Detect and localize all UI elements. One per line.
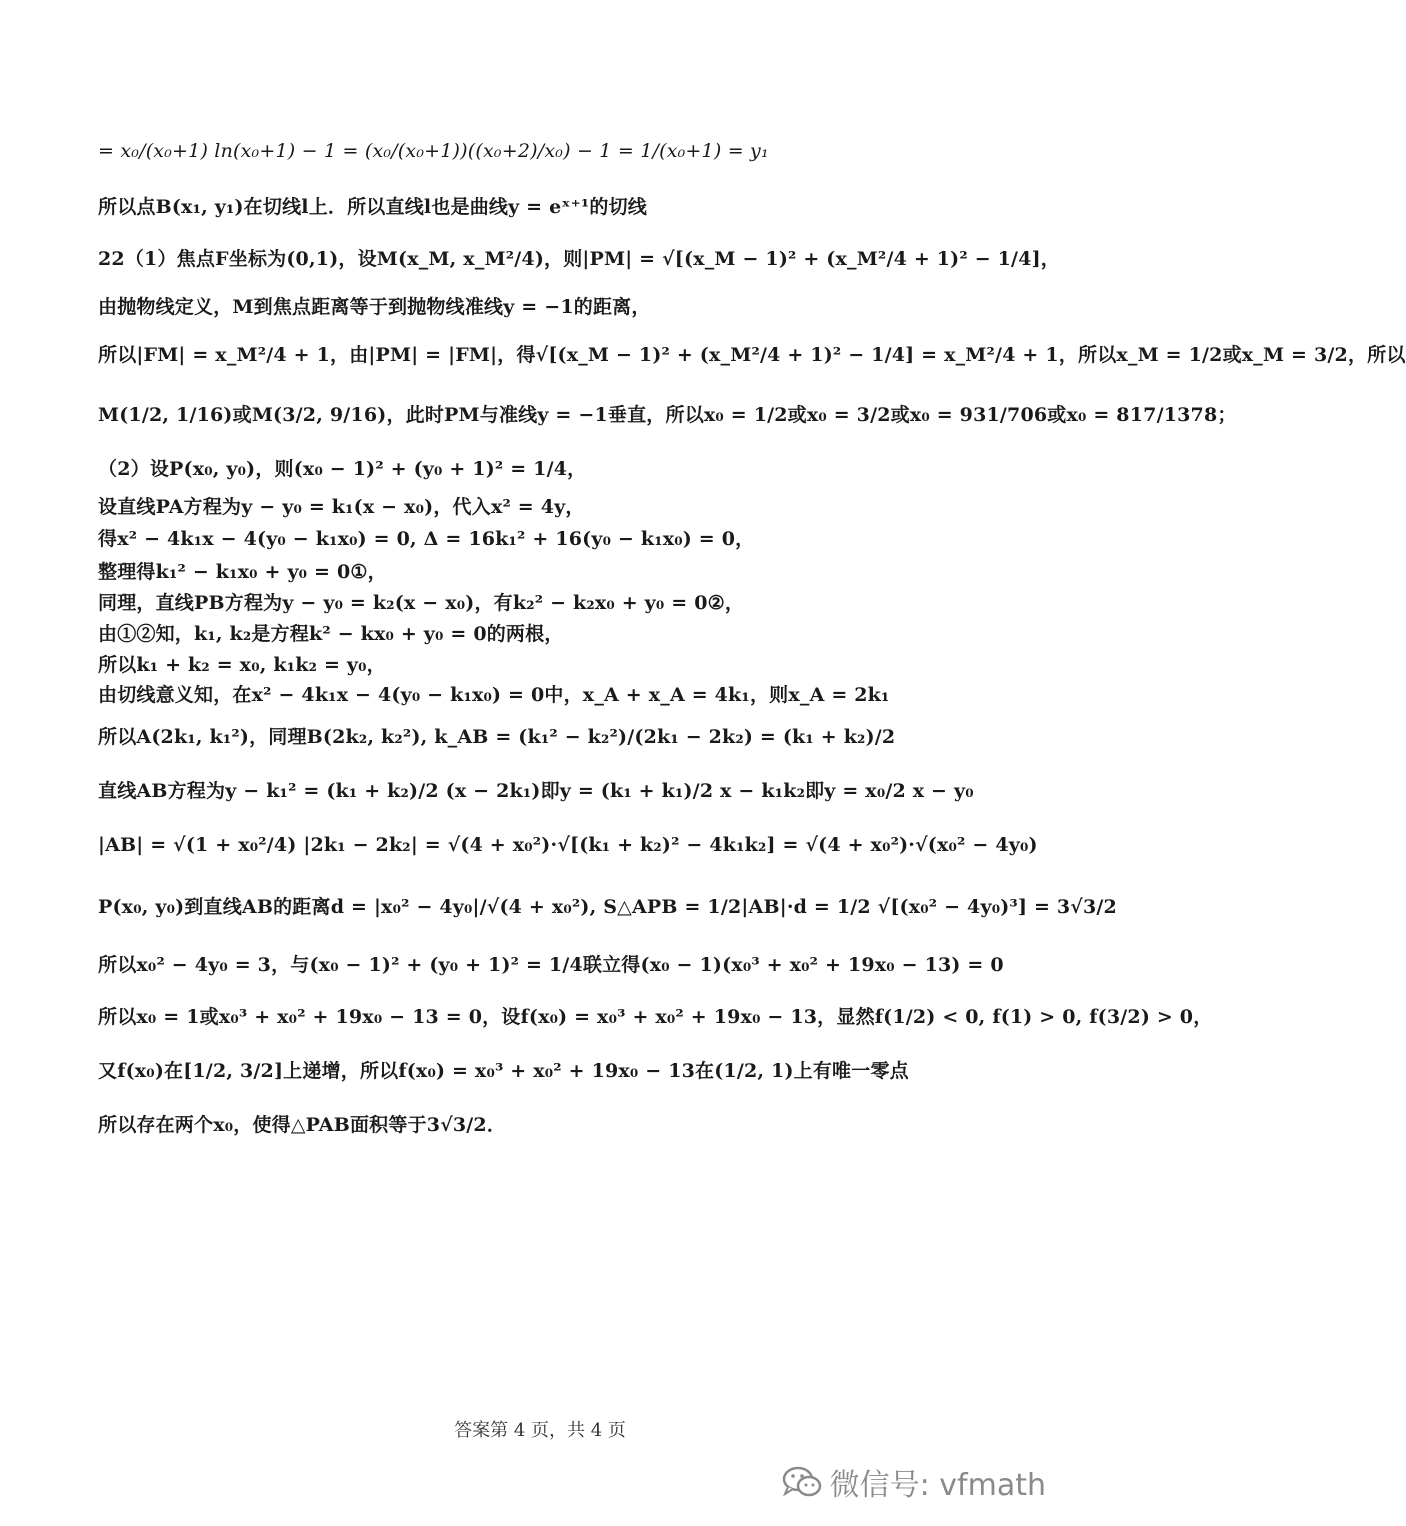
watermark-text: 微信号: vfmath: [829, 1468, 1046, 1503]
solution-line-22: 所以存在两个x₀，使得△PAB面积等于3√3/2．: [98, 1114, 507, 1136]
solution-line-5: 所以|FM| = x_M²/4 + 1，由|PM| = |FM|，得√[(x_M − 1)² + (x_M²/4 + 1)² − 1/4] = x_M²/4 + 1，所以x_M = 1/2或x_M = 3/2，所以: [98, 344, 1406, 366]
solution-line-12: 由①②知，k₁, k₂是方程k² − kx₀ + y₀ = 0的两根，: [98, 623, 564, 645]
solution-line-6: M(1/2, 1/16)或M(3/2, 9/16)，此时PM与准线y = −1垂直，所以x₀ = 1/2或x₀ = 3/2或x₀ = 931/706或x₀ = 817/1378；: [98, 404, 1237, 426]
solution-line-14: 由切线意义知，在x² − 4k₁x − 4(y₀ − k₁x₀) = 0中，x_A + x_A = 4k₁，则x_A = 2k₁: [98, 684, 890, 706]
solution-line-10: 整理得k₁² − k₁x₀ + y₀ = 0①，: [98, 561, 387, 583]
solution-line-16: 直线AB方程为y − k₁² = (k₁ + k₂)/2 (x − 2k₁)即y = (k₁ + k₁)/2 x − k₁k₂即y = x₀/2 x − y₀: [98, 780, 974, 802]
solution-line-1: = x₀/(x₀+1) ln(x₀+1) − 1 = (x₀/(x₀+1))((x₀+2)/x₀) − 1 = 1/(x₀+1) = y₁: [98, 140, 769, 162]
page-footer: 答案第 4 页，共 4 页: [454, 1420, 626, 1441]
solution-line-2: 所以点B(x₁, y₁)在切线l上．所以直线l也是曲线y = eˣ⁺¹的切线: [98, 196, 647, 218]
wechat-icon: [782, 1465, 824, 1499]
solution-line-4: 由抛物线定义，M到焦点距离等于到抛物线准线y = −1的距离，: [98, 296, 651, 318]
solution-line-21: 又f(x₀)在[1/2, 3/2]上递增，所以f(x₀) = x₀³ + x₀² + 19x₀ − 13在(1/2, 1)上有唯一零点: [98, 1060, 909, 1082]
solution-line-11: 同理，直线PB方程为y − y₀ = k₂(x − x₀)，有k₂² − k₂x₀ + y₀ = 0②，: [98, 592, 745, 614]
problem-22-part-1: 22（1）焦点F坐标为(0,1)，设M(x_M, x_M²/4)，则|PM| = √[(x_M − 1)² + (x_M²/4 + 1)² − 1/4]，: [98, 248, 1061, 270]
solution-line-17: |AB| = √(1 + x₀²/4) |2k₁ − 2k₂| = √(4 + x₀²)·√[(k₁ + k₂)² − 4k₁k₂] = √(4 + x₀²)·√(x₀² − 4y₀): [98, 834, 1038, 856]
solution-line-19: 所以x₀² − 4y₀ = 3，与(x₀ − 1)² + (y₀ + 1)² = 1/4联立得(x₀ − 1)(x₀³ + x₀² + 19x₀ − 13) = 0: [98, 954, 1004, 976]
solution-line-20: 所以x₀ = 1或x₀³ + x₀² + 19x₀ − 13 = 0，设f(x₀) = x₀³ + x₀² + 19x₀ − 13，显然f(1/2) < 0, f(1) > 0, f(3/2) > 0，: [98, 1006, 1213, 1028]
solution-line-13: 所以k₁ + k₂ = x₀, k₁k₂ = y₀，: [98, 654, 386, 676]
solution-line-8: 设直线PA方程为y − y₀ = k₁(x − x₀)，代入x² = 4y，: [98, 496, 585, 518]
solution-line-15: 所以A(2k₁, k₁²)，同理B(2k₂, k₂²), k_AB = (k₁² − k₂²)/(2k₁ − 2k₂) = (k₁ + k₂)/2: [98, 726, 896, 748]
solution-line-18: P(x₀, y₀)到直线AB的距离d = |x₀² − 4y₀|/√(4 + x₀²), S△APB = 1/2|AB|·d = 1/2 √[(x₀² − 4y₀)³] = 3√3/2: [98, 896, 1117, 918]
solution-line-9: 得x² − 4k₁x − 4(y₀ − k₁x₀) = 0, Δ = 16k₁² + 16(y₀ − k₁x₀) = 0，: [98, 528, 755, 550]
problem-22-part-2: （2）设P(x₀, y₀)，则(x₀ − 1)² + (y₀ + 1)² = 1/4，: [98, 458, 587, 480]
wechat-watermark: [782, 1460, 1046, 1504]
